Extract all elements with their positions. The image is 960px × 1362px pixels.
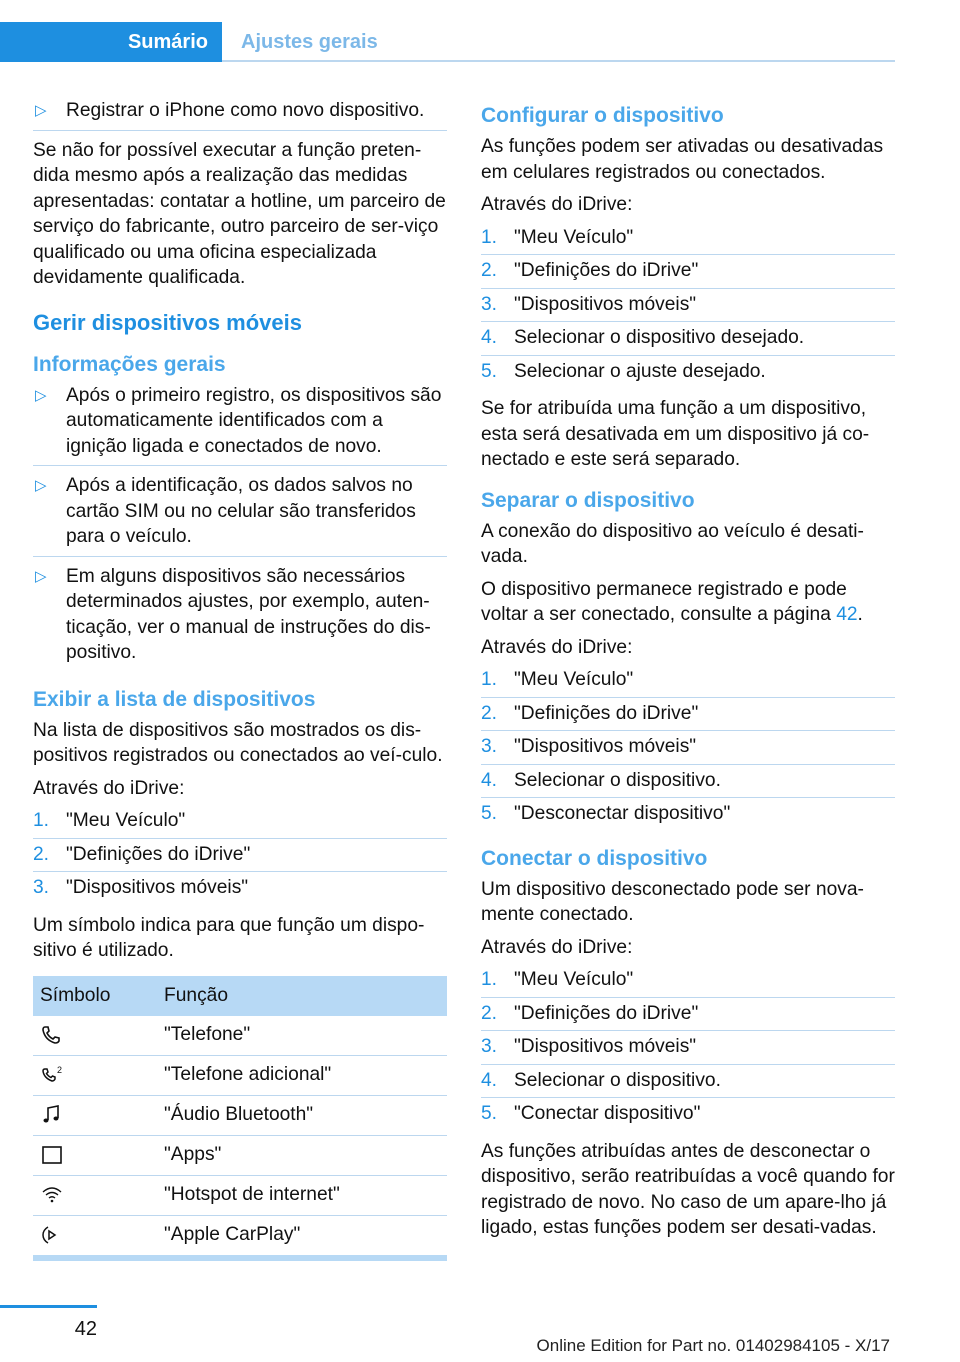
phone-secondary-icon — [40, 1064, 66, 1086]
table-row — [33, 1215, 447, 1255]
steps-list — [481, 225, 895, 389]
paragraph: Um dispositivo desconectado pode ser nova‐mente conectado. — [481, 878, 864, 925]
step-text: "Meu Veículo" — [514, 226, 634, 248]
symbol-table — [33, 976, 447, 1255]
triangle-bullet-icon: ▷ — [35, 477, 47, 494]
paragraph: A conexão do dispositivo ao veículo é desati‐vada. — [481, 520, 864, 567]
step-text: Selecionar o dispositivo desejado. — [514, 327, 805, 348]
step-text: "Definições do iDrive" — [514, 260, 699, 281]
list-item — [481, 1001, 895, 1032]
table-row — [33, 1135, 447, 1175]
list-item — [481, 359, 895, 389]
step-text: "Meu Veículo" — [514, 969, 634, 990]
list-item — [33, 875, 447, 905]
step-text: "Dispositivos móveis" — [66, 877, 249, 898]
step-text: "Desconectar dispositivo" — [514, 803, 731, 824]
list-item — [481, 801, 895, 831]
steps-list — [481, 967, 895, 1131]
table-cell: "Apps" — [157, 1135, 447, 1175]
wifi-hotspot-icon — [40, 1184, 64, 1206]
paragraph-text: . — [857, 604, 863, 625]
step-text: "Definições do iDrive" — [514, 702, 699, 724]
list-item — [33, 564, 447, 672]
list-item — [481, 768, 895, 799]
paragraph: Na lista de dispositivos são mostrados os dis‐positivos registrados ou conectados ao veí‐culo. — [33, 719, 443, 766]
list-item — [481, 967, 895, 998]
svg-text:2: 2 — [57, 1065, 63, 1075]
bullet-text: Registrar o iPhone como novo dispositivo. — [66, 100, 425, 121]
table-cell — [33, 1135, 157, 1175]
header-divider — [222, 60, 895, 62]
list-item — [33, 383, 447, 467]
step-number: 2. — [481, 1002, 498, 1024]
paragraph-text: O dispositivo permanece registrado e pode voltar a ser conectado, consulte a página — [481, 578, 847, 625]
step-text: "Dispositivos móveis" — [514, 1036, 697, 1057]
step-number: 3. — [481, 736, 498, 757]
step-number: 1. — [481, 226, 498, 248]
table-header: Função — [157, 976, 447, 1016]
step-number: 2. — [481, 702, 498, 724]
list-item — [481, 734, 895, 765]
paragraph: Através do iDrive: — [481, 194, 633, 215]
edition-footer: Online Edition for Part no. 01402984105 - X/17 — [536, 1336, 890, 1355]
step-number: 3. — [481, 1036, 498, 1057]
triangle-bullet-icon: ▷ — [35, 102, 47, 119]
paragraph — [481, 577, 895, 628]
music-note-icon — [40, 1104, 62, 1126]
step-number: 2. — [33, 843, 50, 865]
paragraph: Se for atribuída uma função a um dispositivo, esta será desativada em um dispositivo já co‐nectado e este será separado. — [481, 398, 870, 470]
triangle-bullet-icon: ▷ — [35, 386, 47, 404]
apps-icon — [40, 1144, 64, 1166]
step-number: 5. — [481, 360, 498, 382]
footer-divider — [0, 1305, 97, 1308]
table-row — [33, 1055, 447, 1095]
table-row — [33, 1095, 447, 1135]
step-text: "Conectar dispositivo" — [514, 1103, 701, 1124]
step-number: 5. — [481, 1103, 498, 1124]
step-number: 1. — [33, 810, 50, 831]
header-bar — [0, 22, 895, 62]
list-item — [481, 1101, 895, 1131]
list-item — [33, 808, 447, 839]
table-header: Símbolo — [33, 976, 157, 1016]
list-item — [481, 701, 895, 732]
list-item — [33, 842, 447, 873]
step-text: "Definições do iDrive" — [66, 843, 251, 865]
list-item — [481, 1068, 895, 1099]
table-cell: "Apple CarPlay" — [164, 1224, 301, 1246]
step-text: Selecionar o dispositivo. — [514, 769, 721, 791]
tab-sumario[interactable]: Sumário — [0, 22, 222, 62]
list-item — [481, 1034, 895, 1065]
paragraph: As funções podem ser ativadas ou desativadas em celulares registrados ou conectados. — [481, 136, 884, 183]
paragraph: Através do iDrive: — [481, 636, 633, 658]
table-cell: "Áudio Bluetooth" — [157, 1095, 447, 1135]
table-bottom-bar — [33, 1255, 447, 1261]
subsection-heading: Informações gerais — [33, 352, 226, 376]
paragraph: Através do iDrive: — [33, 777, 185, 799]
subsection-heading: Separar o dispositivo — [481, 488, 695, 512]
step-number: 3. — [481, 293, 498, 315]
table-cell: "Telefone" — [157, 1016, 447, 1056]
triangle-bullet-icon: ▷ — [35, 567, 47, 585]
list-item — [481, 225, 895, 256]
table-row — [33, 1016, 447, 1056]
table-cell — [33, 1055, 157, 1095]
section-heading: Gerir dispositivos móveis — [33, 309, 302, 335]
subsection-heading: Configurar o dispositivo — [481, 104, 724, 127]
steps-list — [481, 667, 895, 831]
phone-icon — [40, 1024, 62, 1046]
step-number: 2. — [481, 260, 498, 281]
paragraph: Se não for possível executar a função preten‐dida mesmo após a realização das medidas apresentadas: contatar a hotline, um parceiro de serviço do fabricante, outro parceiro de ser‐viço qualificado ou uma oficina especializada devidamente qualificada. — [33, 139, 446, 288]
subsection-heading: Conectar o dispositivo — [481, 846, 708, 870]
list-item — [481, 292, 895, 323]
left-column — [33, 98, 447, 1261]
step-text: "Dispositivos móveis" — [514, 736, 697, 757]
step-number: 5. — [481, 803, 498, 824]
table-cell — [33, 1095, 157, 1135]
list-item — [33, 98, 447, 131]
step-text: "Dispositivos móveis" — [514, 293, 697, 315]
page-link[interactable]: 42 — [836, 604, 858, 625]
step-number: 1. — [481, 669, 498, 690]
step-text: "Meu Veículo" — [514, 669, 634, 690]
table-cell — [33, 1215, 157, 1255]
subsection-heading: Exibir a lista de dispositivos — [33, 687, 316, 711]
step-text: Selecionar o ajuste desejado. — [514, 360, 766, 382]
steps-list — [33, 808, 447, 905]
paragraph: As funções atribuídas antes de desconectar o dispositivo, serão reatribuídas a você quando for registrado de novo. No caso de um apare‐lho já ligado, estas funções podem ser desati‐vadas. — [481, 1140, 895, 1238]
list-item — [33, 473, 447, 557]
bullet-text: Após a identificação, os dados salvos no cartão SIM ou no celular são transferidos para o veículo. — [66, 475, 416, 547]
page-number: 42 — [74, 1318, 97, 1340]
list-item — [481, 667, 895, 698]
paragraph: Um símbolo indica para que função um dispo‐sitivo é utilizado. — [33, 914, 425, 961]
step-number: 4. — [481, 769, 498, 791]
table-cell: "Hotspot de internet" — [157, 1175, 447, 1215]
table-row — [33, 1175, 447, 1215]
step-text: "Meu Veículo" — [66, 810, 186, 831]
step-number: 1. — [481, 969, 498, 990]
list-item — [481, 325, 895, 356]
right-column — [481, 98, 895, 1248]
bullet-text: Após o primeiro registro, os dispositivos são automaticamente identificados com a ignição ligada e conectados de novo. — [66, 384, 442, 457]
step-number: 4. — [481, 327, 498, 348]
list-item — [481, 258, 895, 289]
step-number: 4. — [481, 1069, 498, 1091]
step-text: "Definições do iDrive" — [514, 1002, 699, 1024]
bullet-text: Em alguns dispositivos são necessários determinados ajustes, por exemplo, auten‐ticação, ver o manual de instruções do dis‐positivo. — [66, 565, 431, 663]
paragraph: Através do iDrive: — [481, 936, 633, 958]
table-cell — [33, 1175, 157, 1215]
tab-ajustes-gerais[interactable]: Ajustes gerais — [241, 31, 378, 53]
step-number: 3. — [33, 877, 50, 898]
table-header-row — [33, 976, 447, 1016]
table-cell — [33, 1016, 157, 1056]
table-cell: "Telefone adicional" — [157, 1055, 447, 1095]
carplay-icon — [40, 1224, 62, 1246]
step-text: Selecionar o dispositivo. — [514, 1069, 721, 1091]
